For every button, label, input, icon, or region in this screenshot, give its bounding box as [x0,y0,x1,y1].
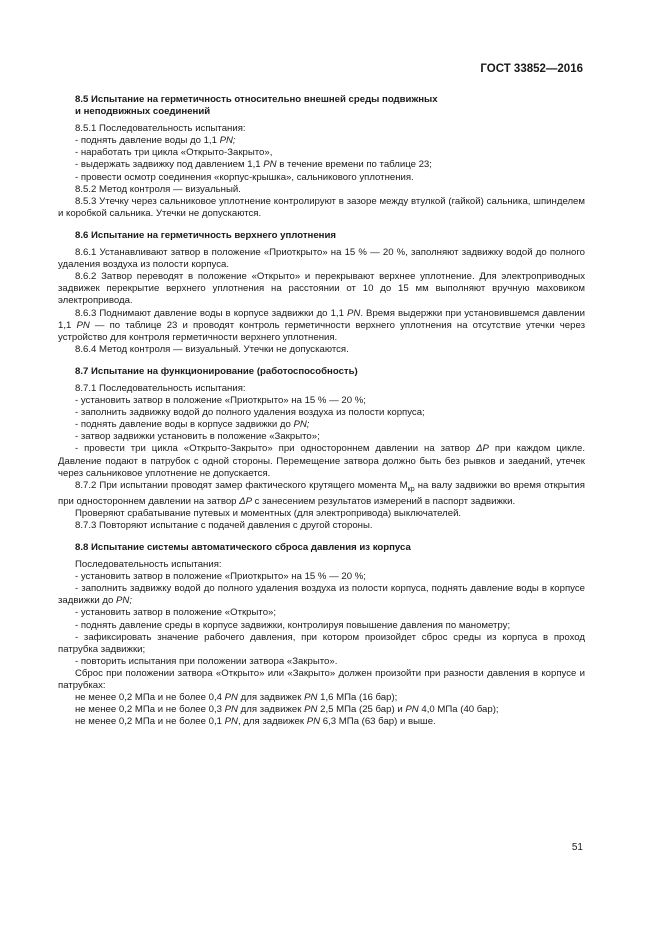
list-item: - поднять давление воды в корпусе задвижки до PN; [75,419,310,431]
list-item: не менее 0,2 МПа и не более 0,1 PN, для задвижек PN 6,3 МПа (63 бар) и выше. [75,716,436,728]
section-8-6-heading: 8.6 Испытание на герметичность верхнего уплотнения [75,229,336,241]
list-item: - наработать три цикла «Открыто-Закрыто», [75,147,273,159]
section-8-5-heading: 8.5 Испытание на герметичность относительно внешней среды подвижных и неподвижных соединений [75,94,438,118]
paragraph: Проверяют срабатывание путевых и моментных (для электропривода) выключателей. [75,507,462,519]
paragraph: 8.6.1 Устанавливают затвор в положение «Приоткрыто» на 15 % — 20 %, заполняют задвижку водой до полного удаления воздуха из полости корпуса. [58,247,585,271]
document-id: ГОСТ 33852—2016 [480,63,583,75]
paragraph: 8.5.3 Утечку через сальниковое уплотнение контролируют в зазоре между втулкой (гайкой) сальника, шпинделем и коробкой сальника. Утечки не допускаются. [58,195,585,219]
list-item: - провести осмотр соединения «корпус-крышка», сальникового уплотнения. [75,171,414,183]
section-8-8-heading: 8.8 Испытание системы автоматического сброса давления из корпуса [75,542,411,553]
paragraph: 8.5.2 Метод контроля — визуальный. [75,183,241,195]
list-item: - установить затвор в положение «Приоткрыто» на 15 % — 20 %; [75,571,366,583]
list-item: - выдержать задвижку под давлением 1,1 PN в течение времени по таблице 23; [75,159,432,171]
list-item: - заполнить задвижку водой до полного удаления воздуха из полости корпуса, поднять давление воды в корпусе задвижки до PN; [58,583,585,607]
list-item: - заполнить задвижку водой до полного удаления воздуха из полости корпуса; [75,407,425,419]
list-item: не менее 0,2 МПа и не более 0,3 PN для задвижек PN 2,5 МПа (25 бар) и PN 4,0 МПа (40 бар); [75,704,499,716]
paragraph: 8.7.1 Последовательность испытания: [75,382,246,394]
document-body [58,94,585,728]
paragraph: Последовательность испытания: [75,559,222,571]
list-item: - поднять давление воды до 1,1 PN; [75,135,236,147]
section-8-7-heading: 8.7 Испытание на функционирование (работоспособность) [75,365,358,377]
list-item: - установить затвор в положение «Приоткрыто» на 15 % — 20 %; [75,395,366,407]
paragraph: 8.6.3 Поднимают давление воды в корпусе задвижки до 1,1 PN. Время выдержки при установившемся давлении 1,1 PN — по таблице 23 и проводят контроль герметичности верхнего уплотнения на отсутствие утечки через устройство для контроля герметичности верхнего уплотнения. [58,307,585,343]
list-item: - зафиксировать значение рабочего давления, при котором произойдет сброс среды из корпуса в проход патрубка задвижки; [58,631,585,655]
list-item: - затвор задвижки установить в положение «Закрыто»; [75,431,320,443]
paragraph: 8.7.3 Повторяют испытание с подачей давления с другой стороны. [75,519,373,531]
list-item: не менее 0,2 МПа и не более 0,4 PN для задвижек PN 1,6 МПа (16 бар); [75,692,398,704]
paragraph: Сброс при положении затвора «Открыто» или «Закрыто» должен произойти при разности давления в корпусе и патрубках: [58,667,585,692]
paragraph: 8.6.2 Затвор переводят в положение «Открыто» и перекрывают верхнее уплотнение. Для электроприводных задвижек перекрытие верхнего уплотнения на расстоянии от 10 до 15 мм выполняют вручную маховиком электропривода. [58,271,585,307]
list-item: - провести три цикла «Открыто-Закрыто» при одностороннем давлении на затвор ΔP при каждом цикле. Давление подают в патрубок с одной стороны. Перемещение затвора должно быть без рывков и заеданий, утечек через сальниковое уплотнение не допускается. [58,443,585,479]
page-number: 51 [571,842,583,853]
list-item: - установить затвор в положение «Открыто»; [75,607,277,619]
paragraph: 8.6.4 Метод контроля — визуальный. Утечки не допускаются. [75,343,349,355]
list-item: - повторить испытания при положении затвора «Закрыто». [75,655,338,667]
list-item: - поднять давление среды в корпусе задвижки, контролируя повышение давления по манометру; [75,619,511,631]
paragraph: 8.5.1 Последовательность испытания: [75,123,246,135]
paragraph: 8.7.2 При испытании проводят замер фактического крутящего момента $М_{кр}$ на валу задвижки во время открытия при одностороннем давлении на затвор ΔP с занесением результатов измерений в паспорт задвижки. [58,479,585,507]
